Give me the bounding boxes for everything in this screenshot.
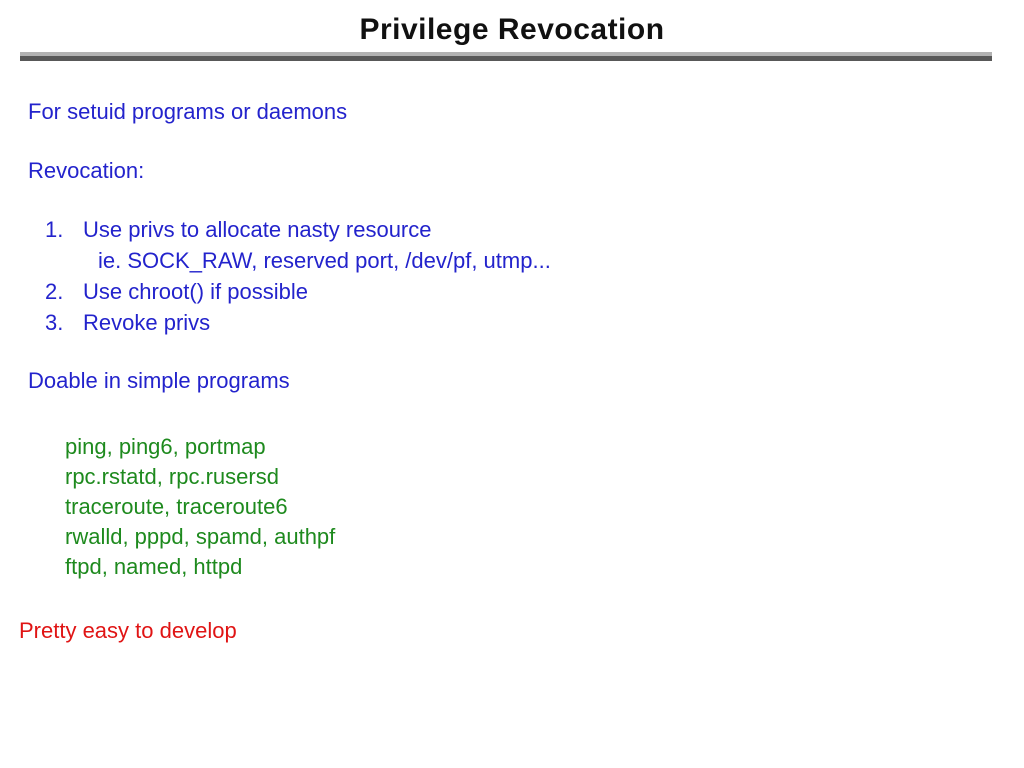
intro-text: For setuid programs or daemons: [28, 99, 348, 124]
slide-title: Privilege Revocation: [359, 13, 665, 46]
step-subtext: ie. SOCK_RAW, reserved port, /dev/pf, utmp...: [98, 248, 551, 273]
list-item: rwalld, pppd, spamd, authpf: [65, 524, 336, 549]
divider-dark-band: [20, 56, 992, 61]
programs-list: [65, 432, 335, 582]
list-item: [45, 307, 551, 338]
list-item: [45, 214, 551, 245]
step-text: Revoke privs: [83, 310, 211, 335]
step-number: 1.: [45, 217, 64, 242]
conclusion-text: Pretty easy to develop: [19, 618, 237, 643]
revocation-steps-list: [45, 214, 551, 338]
list-item: rpc.rstatd, rpc.rusersd: [65, 464, 279, 489]
step-text: Use chroot() if possible: [83, 279, 308, 304]
step-number: 2.: [45, 279, 64, 304]
doable-heading: Doable in simple programs: [28, 368, 290, 393]
list-item: ftpd, named, httpd: [65, 554, 243, 579]
list-item: [45, 276, 551, 307]
step-text: Use privs to allocate nasty resource: [83, 217, 432, 242]
revocation-heading: Revocation:: [28, 158, 145, 183]
list-item: ping, ping6, portmap: [65, 434, 266, 459]
title-divider: [20, 52, 992, 61]
list-item: traceroute, traceroute6: [65, 494, 288, 519]
step-number: 3.: [45, 310, 64, 335]
